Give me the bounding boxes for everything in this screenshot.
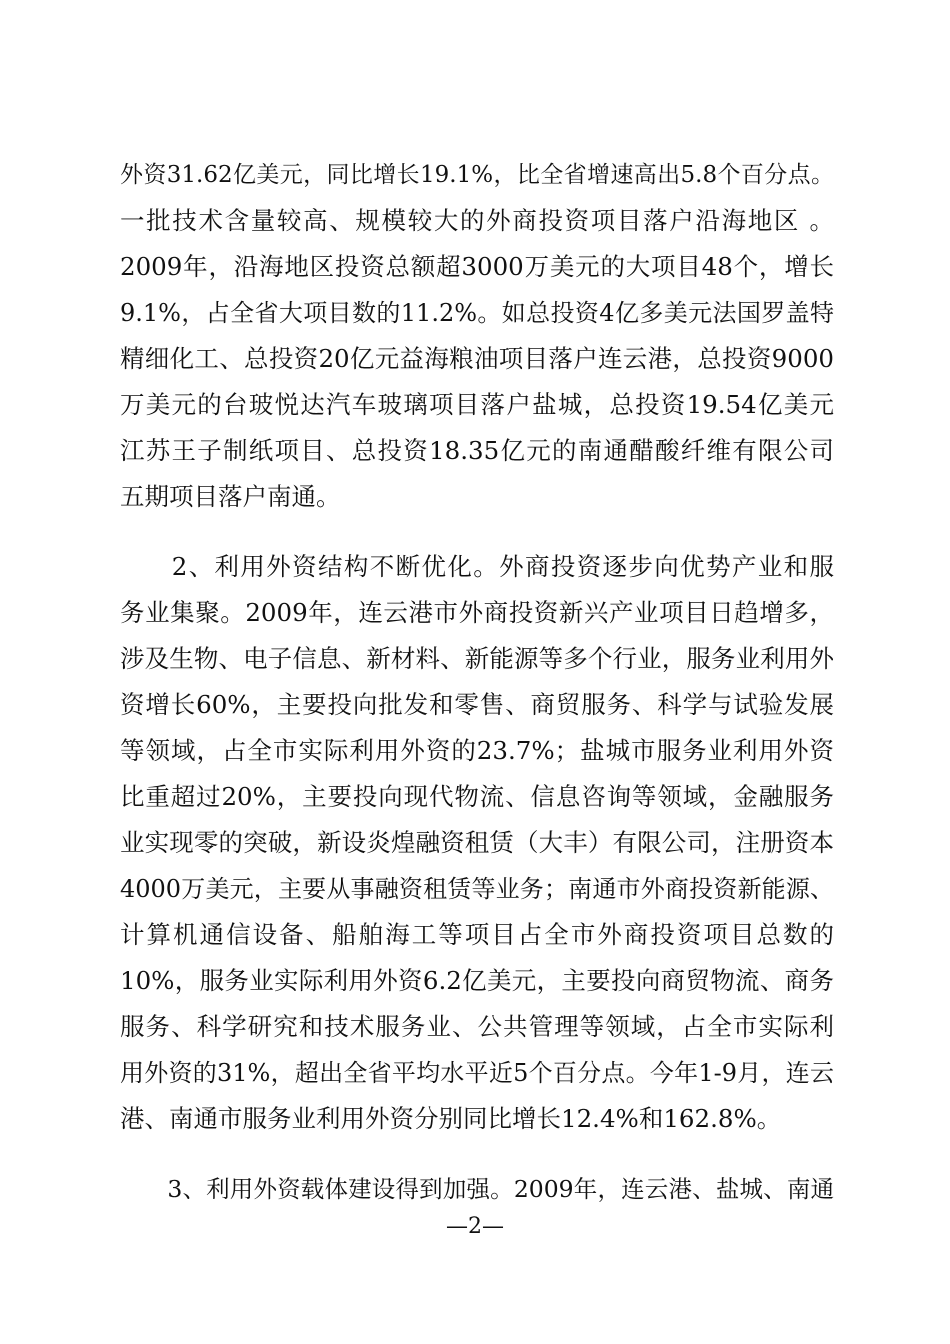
text-line: 江苏王子制纸项目、总投资18.35亿元的南通醋酸纤维有限公司 <box>120 436 834 465</box>
text-line: 10%，服务业实际利用外资6.2亿美元，主要投向商贸物流、商务 <box>120 966 834 995</box>
paragraph-1 <box>120 152 834 520</box>
text-line: 等领域，占全市实际利用外资的23.7%；盐城市服务业利用外资 <box>120 736 834 765</box>
text-line: 计算机通信设备、船舶海工等项目占全市外商投资项目总数的 <box>120 920 834 949</box>
body-text <box>120 152 834 1212</box>
text-line: 外资31.62亿美元，同比增长19.1%，比全省增速高出5.8个百分点。 <box>120 162 834 188</box>
text-line: 4000万美元，主要从事融资租赁等业务；南通市外商投资新能源、 <box>120 875 834 903</box>
text-line: 五期项目落户南通。 <box>120 482 341 511</box>
paragraph-2 <box>120 544 834 1142</box>
paragraph-spacer <box>120 520 834 544</box>
text-line: 涉及生物、电子信息、新材料、新能源等多个行业，服务业利用外 <box>120 644 834 673</box>
text-line: 3、利用外资载体建设得到加强。2009年，连云港、盐城、南通 <box>120 1175 834 1203</box>
text-line: 万美元的台玻悦达汽车玻璃项目落户盐城，总投资19.54亿美元 <box>120 390 834 419</box>
text-line: 精细化工、总投资20亿元益海粮油项目落户连云港，总投资9000 <box>120 344 834 373</box>
page-number: —2— <box>446 1214 504 1239</box>
text-line: 9.1%，占全省大项目数的11.2%。如总投资4亿多美元法国罗盖特 <box>120 299 834 327</box>
text-line: 2009年，沿海地区投资总额超3000万美元的大项目48个，增长 <box>120 252 834 281</box>
text-line: 服务、科学研究和技术服务业、公共管理等领域，占全市实际利 <box>120 1012 834 1041</box>
text-line: 港、南通市服务业利用外资分别同比增长12.4%和162.8%。 <box>120 1104 782 1133</box>
paragraph-3 <box>120 1166 834 1212</box>
text-line: 用外资的31%，超出全省平均水平近5个百分点。今年1-9月，连云 <box>120 1059 834 1087</box>
text-line: 一批技术含量较高、规模较大的外商投资项目落户沿海地区 。 <box>120 206 834 235</box>
text-line: 资增长60%，主要投向批发和零售、商贸服务、科学与试验发展 <box>120 690 834 719</box>
paragraph-spacer <box>120 1142 834 1166</box>
text-line: 业实现零的突破，新设炎煌融资租赁（大丰）有限公司，注册资本 <box>120 828 834 857</box>
text-line: 务业集聚。2009年，连云港市外商投资新兴产业项目日趋增多， <box>120 598 834 627</box>
text-line: 比重超过20%，主要投向现代物流、信息咨询等领域，金融服务 <box>120 782 834 811</box>
text-line: 2、利用外资结构不断优化。外商投资逐步向优势产业和服 <box>120 552 834 581</box>
